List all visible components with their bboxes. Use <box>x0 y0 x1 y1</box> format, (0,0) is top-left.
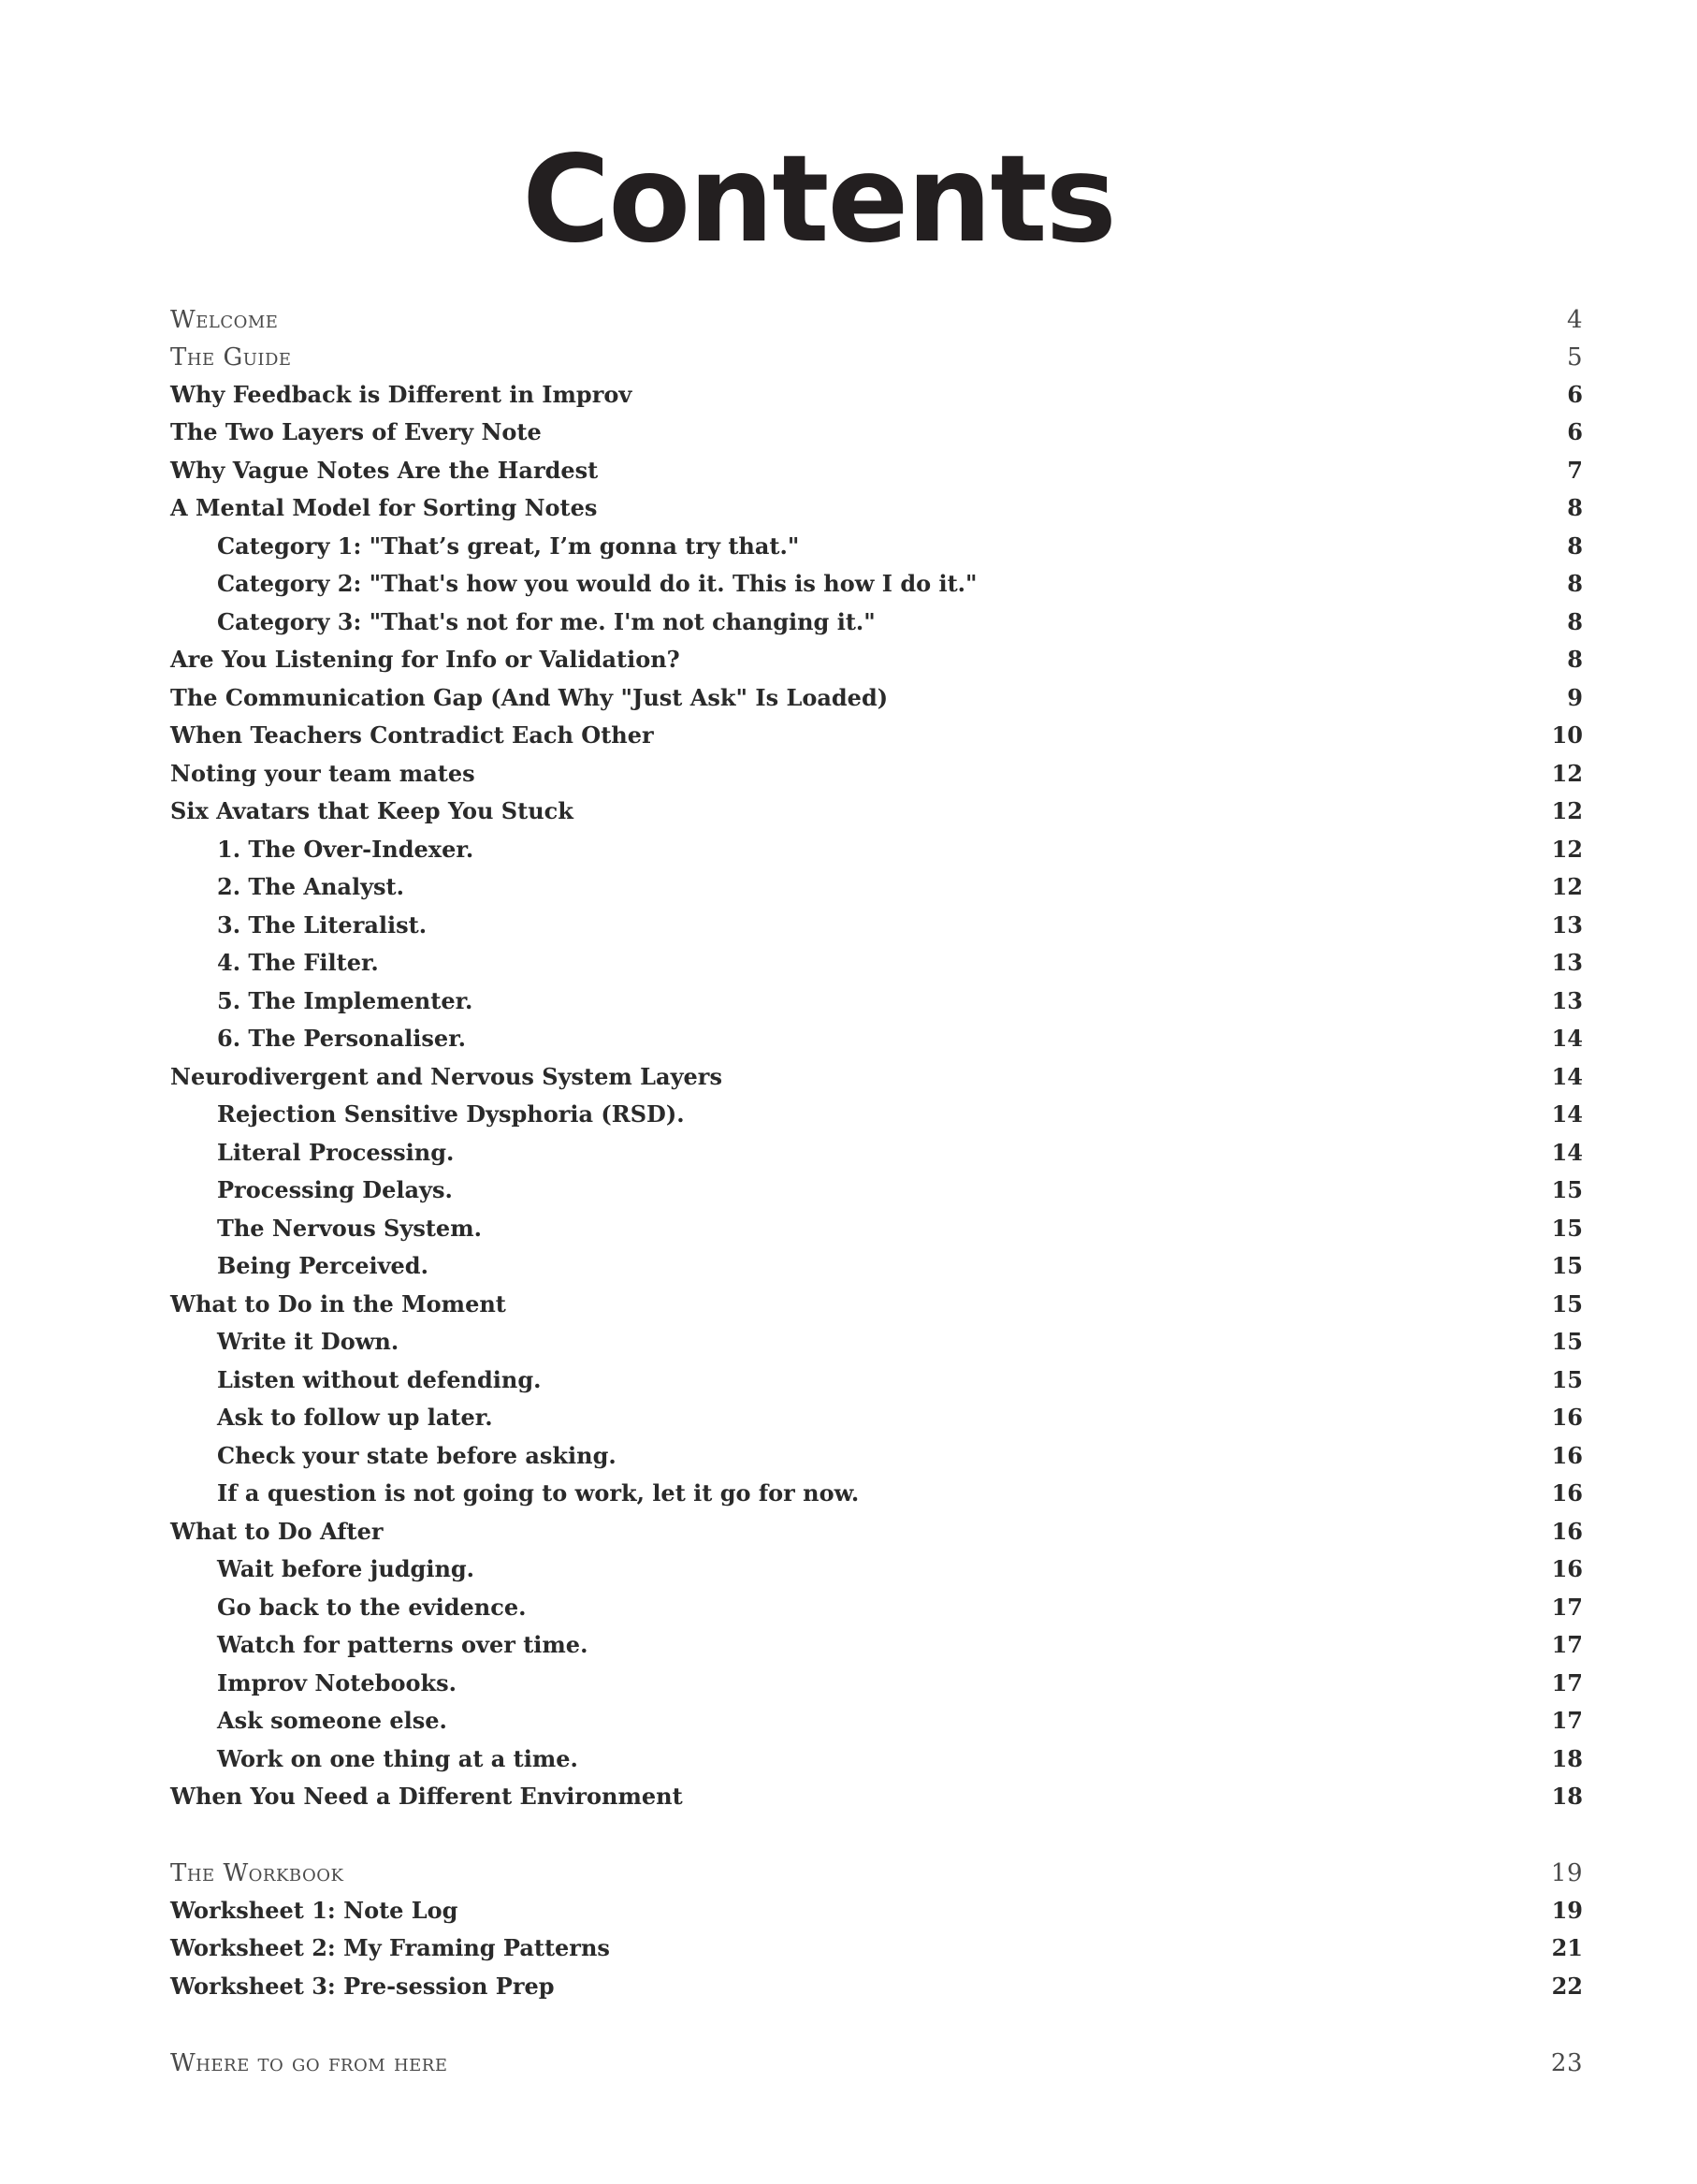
toc-entry-page: 23 <box>1550 2049 1583 2077</box>
toc-subentry[interactable] <box>217 1551 1583 1588</box>
toc-entry-page: 14 <box>1551 1025 1583 1052</box>
toc-entry-page: 8 <box>1567 646 1583 673</box>
toc-entry-label: Watch for patterns over time. <box>217 1631 588 1658</box>
toc-subentry[interactable] <box>217 1589 1583 1626</box>
toc-entry-label: 6. The Personaliser. <box>217 1025 466 1052</box>
toc-entry-page: 15 <box>1551 1252 1583 1279</box>
toc-entry-label: Category 2: "That's how you would do it. This is how I do it." <box>217 570 978 597</box>
toc-entry-label: When You Need a Different Environment <box>170 1783 683 1810</box>
toc-entry-page: 17 <box>1551 1669 1583 1696</box>
toc-entry-label: Check your state before asking. <box>217 1442 616 1469</box>
toc-entry-label: 3. The Literalist. <box>217 911 428 939</box>
toc-entry-page: 8 <box>1567 570 1583 597</box>
toc-entry-label: The Guide <box>170 343 292 371</box>
toc-entry-the-workbook[interactable] <box>170 1855 1583 1892</box>
toc-entry-label: A Mental Model for Sorting Notes <box>170 494 598 521</box>
toc-entry[interactable] <box>170 1778 1583 1815</box>
toc-entry-label: Noting your team mates <box>170 760 475 787</box>
toc-subentry[interactable] <box>217 1210 1583 1247</box>
toc-entry-label: 5. The Implementer. <box>217 987 473 1014</box>
toc-entry-page: 12 <box>1551 797 1583 824</box>
toc-entry-page: 13 <box>1551 911 1583 939</box>
toc-entry-page: 15 <box>1551 1215 1583 1242</box>
toc-entry-label: Worksheet 1: Note Log <box>170 1897 458 1924</box>
toc-entry[interactable] <box>170 1058 1583 1096</box>
toc-entry[interactable] <box>170 679 1583 717</box>
toc-entry-page: 19 <box>1550 1859 1583 1887</box>
toc-subentry[interactable] <box>217 1096 1583 1133</box>
toc-entry-page: 8 <box>1567 532 1583 560</box>
toc-entry-page: 12 <box>1551 873 1583 900</box>
toc-entry-page: 6 <box>1567 418 1583 445</box>
toc-entry-page: 16 <box>1551 1518 1583 1545</box>
toc-entry-the-guide[interactable] <box>170 339 1583 376</box>
toc-entry-where-to-go-from-here[interactable] <box>170 2045 1583 2082</box>
toc-entry[interactable] <box>170 1968 1583 2005</box>
toc-entry-label: Go back to the evidence. <box>217 1594 527 1621</box>
toc-entry-page: 18 <box>1551 1783 1583 1810</box>
toc-entry[interactable] <box>170 1892 1583 1929</box>
toc-entry-label: Six Avatars that Keep You Stuck <box>170 797 573 824</box>
toc-entry[interactable] <box>170 1286 1583 1323</box>
toc-entry-label: 2. The Analyst. <box>217 873 404 900</box>
toc-entry[interactable] <box>170 793 1583 830</box>
toc-entry-label: Listen without defending. <box>217 1366 542 1393</box>
toc-entry-label: Ask to follow up later. <box>217 1404 493 1431</box>
toc-entry-page: 14 <box>1551 1100 1583 1128</box>
toc-entry-page: 19 <box>1551 1897 1583 1924</box>
page-title: Contents <box>522 130 1115 269</box>
toc-entry-label: The Workbook <box>170 1859 344 1887</box>
toc-entry-label: Are You Listening for Info or Validation? <box>170 646 680 673</box>
toc-entry-label: 4. The Filter. <box>217 949 379 976</box>
toc-entry-label: Worksheet 2: My Framing Patterns <box>170 1934 610 1961</box>
toc-subentry[interactable] <box>217 907 1583 944</box>
toc-entry-label: The Two Layers of Every Note <box>170 418 542 445</box>
toc-subentry[interactable] <box>217 528 1583 565</box>
toc-subentry[interactable] <box>217 1626 1583 1664</box>
toc-entry[interactable] <box>170 1513 1583 1551</box>
toc-entry[interactable] <box>170 489 1583 527</box>
toc-entry-page: 18 <box>1551 1745 1583 1772</box>
toc-subentry[interactable] <box>217 1665 1583 1702</box>
toc-entry-page: 16 <box>1551 1479 1583 1507</box>
toc-entry-label: Category 1: "That’s great, I’m gonna try that." <box>217 532 800 560</box>
toc-subentry[interactable] <box>217 831 1583 868</box>
toc-subentry[interactable] <box>217 1020 1583 1057</box>
toc-entry-label: Improv Notebooks. <box>217 1669 457 1696</box>
toc-entry-label: When Teachers Contradict Each Other <box>170 721 654 749</box>
toc-entry-page: 22 <box>1551 1973 1583 2000</box>
toc-subentry[interactable] <box>217 1134 1583 1172</box>
toc-entry-page: 6 <box>1567 381 1583 408</box>
toc-entry-page: 15 <box>1551 1328 1583 1355</box>
toc-entry-label: What to Do After <box>170 1518 384 1545</box>
toc-subentry[interactable] <box>217 983 1583 1020</box>
toc-entry-page: 13 <box>1551 987 1583 1014</box>
toc-subentry[interactable] <box>217 1740 1583 1778</box>
toc-subentry[interactable] <box>217 944 1583 982</box>
toc-entry-welcome[interactable] <box>170 301 1583 339</box>
toc-subentry[interactable] <box>217 868 1583 906</box>
toc-subentry[interactable] <box>217 1247 1583 1285</box>
toc-entry-label: Processing Delays. <box>217 1176 453 1203</box>
toc-entry[interactable] <box>170 717 1583 754</box>
toc-entry[interactable] <box>170 452 1583 489</box>
toc-entry-label: Why Vague Notes Are the Hardest <box>170 457 599 484</box>
toc-subentry[interactable] <box>217 1702 1583 1740</box>
toc-entry-label: Category 3: "That's not for me. I'm not changing it." <box>217 608 876 635</box>
toc-subentry[interactable] <box>217 1399 1583 1436</box>
toc-entry-page: 17 <box>1551 1594 1583 1621</box>
toc-entry[interactable] <box>170 1929 1583 1967</box>
toc-entry-label: Neurodivergent and Nervous System Layers <box>170 1063 722 1090</box>
toc-entry-page: 12 <box>1551 760 1583 787</box>
toc-entry-page: 8 <box>1567 608 1583 635</box>
toc-entry-page: 4 <box>1566 306 1583 334</box>
toc-entry-page: 8 <box>1567 494 1583 521</box>
toc-entry-label: Welcome <box>170 306 279 334</box>
toc-subentry[interactable] <box>217 1172 1583 1209</box>
toc-subentry[interactable] <box>217 565 1583 603</box>
toc-entry[interactable] <box>170 414 1583 451</box>
toc-entry-page: 15 <box>1551 1176 1583 1203</box>
toc-entry-label: Literal Processing. <box>217 1139 455 1166</box>
toc-entry-page: 13 <box>1551 949 1583 976</box>
toc-entry[interactable] <box>170 641 1583 678</box>
toc-entry-page: 14 <box>1551 1063 1583 1090</box>
toc-entry-label: Why Feedback is Different in Improv <box>170 381 632 408</box>
toc-entry-page: 12 <box>1551 836 1583 863</box>
toc-entry-page: 16 <box>1551 1555 1583 1582</box>
toc-entry-page: 17 <box>1551 1631 1583 1658</box>
toc-subentry[interactable] <box>217 1323 1583 1361</box>
toc-entry-page: 10 <box>1551 721 1583 749</box>
toc-entry-label: 1. The Over-Indexer. <box>217 836 474 863</box>
toc-entry-label: The Nervous System. <box>217 1215 482 1242</box>
toc-entry-label: If a question is not going to work, let it go for now. <box>217 1479 860 1507</box>
toc-entry-label: Write it Down. <box>217 1328 399 1355</box>
toc-entry[interactable] <box>170 755 1583 793</box>
toc-entry-page: 7 <box>1567 457 1583 484</box>
toc-entry-page: 17 <box>1551 1707 1583 1734</box>
toc-entry-label: Being Perceived. <box>217 1252 428 1279</box>
toc-entry-label: Where to go from here <box>170 2049 448 2077</box>
toc-entry-page: 16 <box>1551 1442 1583 1469</box>
toc-subentry[interactable] <box>217 1361 1583 1399</box>
toc-subentry[interactable] <box>217 1475 1583 1512</box>
toc-entry-label: Wait before judging. <box>217 1555 475 1582</box>
toc-entry-label: What to Do in the Moment <box>170 1290 506 1318</box>
toc-entry-page: 14 <box>1551 1139 1583 1166</box>
toc-entry-label: Work on one thing at a time. <box>217 1745 578 1772</box>
toc-entry-label: The Communication Gap (And Why "Just Ask" Is Loaded) <box>170 684 889 711</box>
toc-entry-page: 15 <box>1551 1366 1583 1393</box>
toc-subentry[interactable] <box>217 604 1583 641</box>
toc-subentry[interactable] <box>217 1437 1583 1475</box>
toc-entry-label: Ask someone else. <box>217 1707 447 1734</box>
toc-entry-label: Rejection Sensitive Dysphoria (RSD). <box>217 1100 685 1128</box>
toc-entry-page: 16 <box>1551 1404 1583 1431</box>
toc-entry-page: 5 <box>1566 343 1583 371</box>
toc-entry[interactable] <box>170 376 1583 414</box>
toc-entry-page: 21 <box>1551 1934 1583 1961</box>
toc-entry-label: Worksheet 3: Pre-session Prep <box>170 1973 555 2000</box>
toc-entry-page: 15 <box>1551 1290 1583 1318</box>
toc-entry-page: 9 <box>1567 684 1583 711</box>
